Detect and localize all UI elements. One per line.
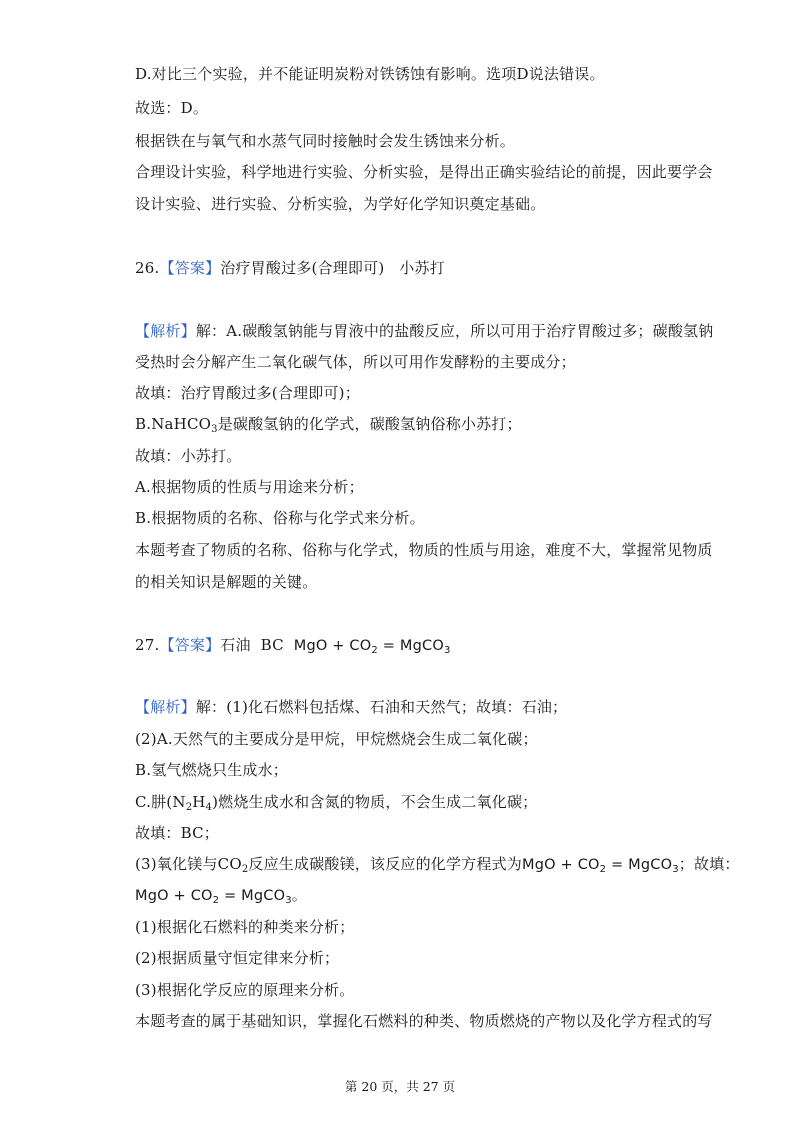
text-line: A.根据物质的性质与用途来分析； bbox=[135, 478, 364, 496]
chemical-equation: MgO + $CO_2$ = MgCO$_3$ bbox=[522, 857, 679, 875]
formula-line: MgO + $CO_2$ = MgCO$_3$。 bbox=[135, 886, 307, 906]
text-line: 本题考查的属于基础知识，掌握化石燃料的种类、物质燃烧的产物以及化学方程式的写 bbox=[135, 1012, 713, 1030]
text-line: 的相关知识是解题的关键。 bbox=[135, 573, 318, 591]
text-line: (2)A.天然气的主要成分是甲烷，甲烷燃烧会生成二氧化碳； bbox=[135, 730, 538, 748]
question-number: 27. bbox=[135, 636, 160, 654]
q26-answer-line bbox=[135, 258, 675, 278]
answer-text: 石油 BC bbox=[220, 636, 294, 654]
chemical-equation: MgO + $CO_2$ = MgCO$_3$ bbox=[293, 638, 451, 656]
formula-line: C.肼$(N_2H_4)$燃烧生成水和含氮的物质，不会生成二氧化碳； bbox=[135, 793, 538, 813]
question-number: 26. bbox=[135, 259, 160, 277]
q27-analysis-line bbox=[135, 697, 675, 717]
text-line: B.氢气燃烧只生成水； bbox=[135, 761, 288, 779]
text-line: 设计实验、进行实验、分析实验，为学好化学知识奠定基础。 bbox=[135, 195, 546, 213]
text-line: B.根据物质的名称、俗称与化学式来分析。 bbox=[135, 509, 425, 527]
page-footer: 第 20 页，共 27 页 bbox=[344, 1079, 456, 1094]
analysis-text: 解：(1)化石燃料包括煤、石油和天然气；故填：石油； bbox=[195, 698, 568, 716]
text-line: (3)根据化学反应的原理来分析。 bbox=[135, 981, 355, 999]
answer-tag: 【答案】 bbox=[159, 259, 221, 277]
text-line: 故选：D。 bbox=[135, 99, 209, 117]
analysis-text: 解：A.碳酸氢钠能与胃液中的盐酸反应，所以可用于治疗胃酸过多；碳酸氢钠 bbox=[195, 322, 714, 340]
answer-text: 治疗胃酸过多(合理即可) 小苏打 bbox=[220, 259, 445, 277]
formula-line: B.NaHCO$_3$是碳酸氢钠的化学式，碳酸氢钠俗称小苏打； bbox=[135, 415, 522, 435]
text-line: 故填：BC； bbox=[135, 824, 219, 842]
text-line: 故填：小苏打。 bbox=[135, 447, 242, 465]
text-line: D.对比三个实验，并不能证明炭粉对铁锈蚀有影响。选项D说法错误。 bbox=[135, 65, 605, 83]
text-line: (1)根据化石燃料的种类来分析； bbox=[135, 918, 355, 936]
analysis-tag: 【解析】 bbox=[135, 322, 196, 340]
chemical-equation: MgO + $CO_2$ = MgCO$_3$ bbox=[135, 888, 292, 906]
text-line: 合理设计实验，科学地进行实验、分析实验，是得出正确实验结论的前提，因此要学会 bbox=[135, 163, 713, 181]
analysis-tag: 【解析】 bbox=[135, 698, 196, 716]
text-line: (2)根据质量守恒定律来分析； bbox=[135, 949, 340, 967]
q26-analysis-line bbox=[135, 321, 714, 341]
text-line: 本题考查了物质的名称、俗称与化学式，物质的性质与用途，难度不大，掌握常见物质 bbox=[135, 541, 713, 559]
q27-answer-line bbox=[135, 635, 675, 656]
text-line: 受热时会分解产生二氧化碳气体，所以可用作发酵粉的主要成分； bbox=[135, 353, 576, 371]
formula-line: (3)氧化镁与$CO_2$反应生成碳酸镁，该反应的化学方程式为MgO + $CO_2$ = MgCO$_3$；故填： bbox=[135, 855, 740, 875]
text-line: 故填：治疗胃酸过多(合理即可)； bbox=[135, 384, 360, 402]
text-line: 根据铁在与氧气和水蒸气同时接触时会发生锈蚀来分析。 bbox=[135, 132, 516, 150]
answer-tag: 【答案】 bbox=[159, 636, 221, 654]
